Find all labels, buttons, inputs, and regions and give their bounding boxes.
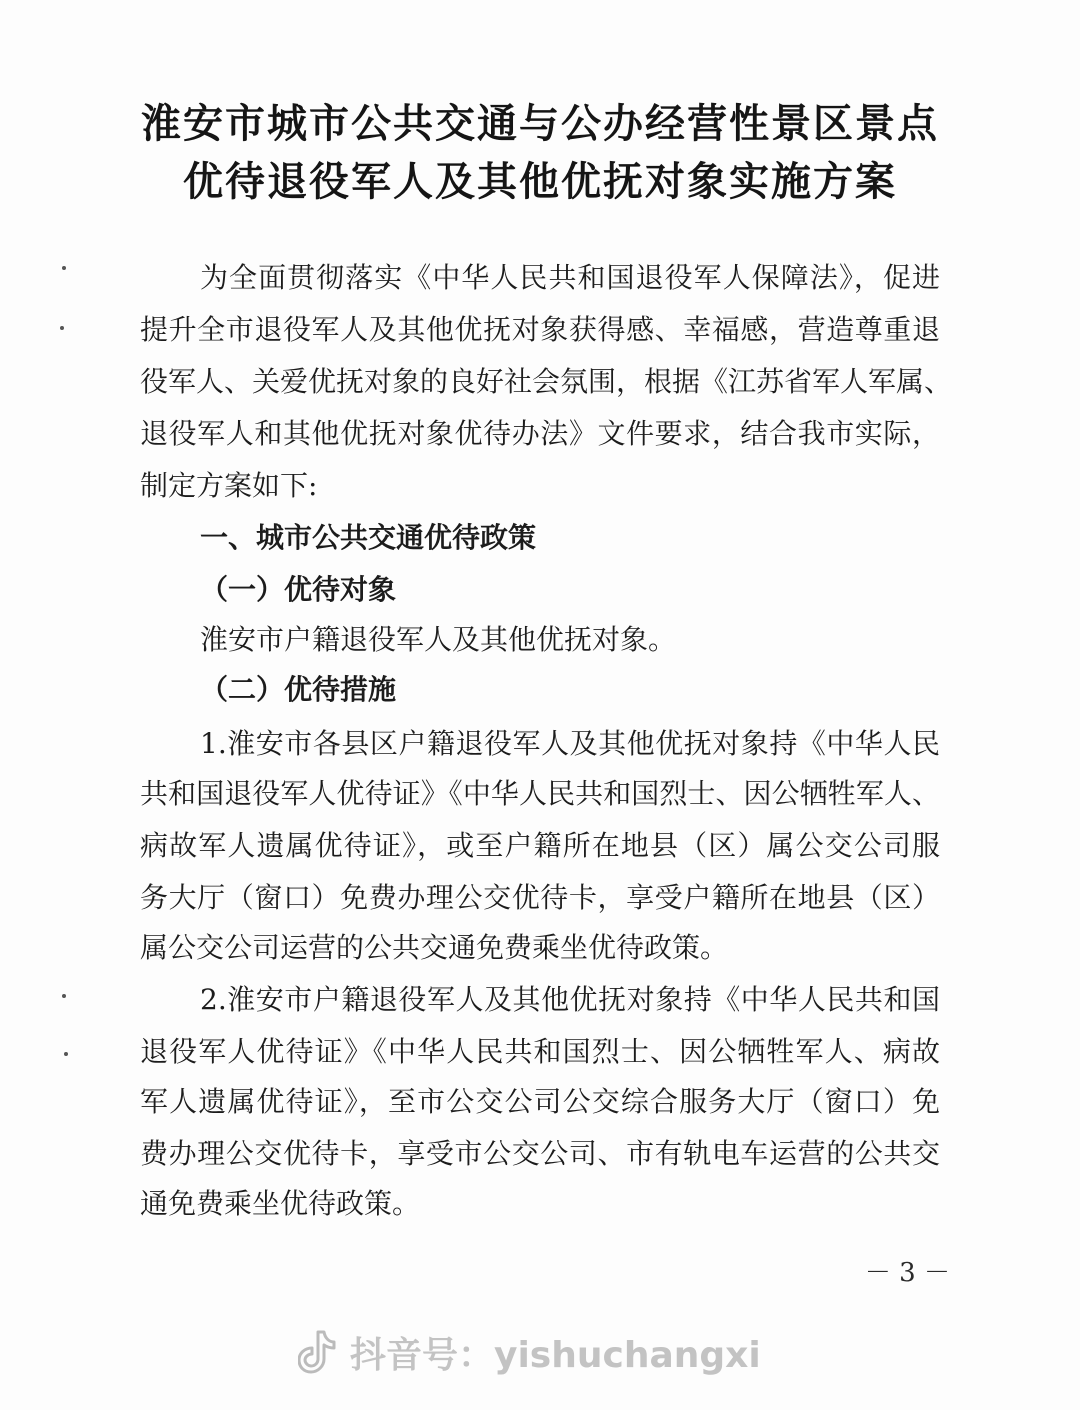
margin-mark	[62, 266, 66, 270]
item-1-line-1: 1.淮安市各县区户籍退役军人及其他优抚对象持《中华人民	[200, 727, 940, 760]
item-2-line-3: 军人遗属优待证》，至市公交公司公交综合服务大厅（窗口）免	[140, 1085, 940, 1118]
margin-mark	[62, 994, 66, 998]
watermark-text: 抖音号：yishuchangxi	[350, 1334, 761, 1376]
document-title-line-2: 优待退役军人及其他优抚对象实施方案	[183, 159, 897, 205]
margin-mark	[64, 1052, 68, 1056]
intro-line-1: 为全面贯彻落实《中华人民共和国退役军人保障法》，促进	[200, 261, 940, 294]
item-2-line-5: 通免费乘坐优待政策。	[140, 1187, 421, 1220]
item-1-line-3: 病故军人遗属优待证》，或至户籍所在地县（区）属公交公司服	[140, 829, 940, 862]
section-heading: 一、城市公共交通优待政策	[200, 521, 537, 554]
item-1-line-5: 属公交公司运营的公共交通免费乘坐优待政策。	[140, 931, 729, 964]
intro-line-5: 制定方案如下:	[140, 469, 318, 502]
page-number: － 3 －	[864, 1258, 950, 1288]
margin-mark	[60, 326, 64, 330]
subsection-heading-2: （二）优待措施	[200, 673, 397, 706]
item-2-line-4: 费办理公交优待卡，享受市公交公司、市有轨电车运营的公共交	[140, 1137, 940, 1170]
subsection-1-text: 淮安市户籍退役军人及其他优抚对象。	[200, 623, 677, 656]
watermark	[298, 1322, 761, 1382]
intro-line-4: 退役军人和其他优抚对象优待办法》文件要求，结合我市实际，	[140, 417, 940, 450]
subsection-heading-1: （一）优待对象	[200, 573, 397, 606]
document-title-line-1: 淮安市城市公共交通与公办经营性景区景点	[141, 101, 939, 147]
tiktok-note-icon	[298, 1330, 336, 1374]
intro-line-2: 提升全市退役军人及其他优抚对象获得感、幸福感，营造尊重退	[140, 313, 940, 346]
item-1-line-2: 共和国退役军人优待证》《中华人民共和国烈士、因公牺牲军人、	[140, 777, 940, 810]
intro-line-3: 役军人、关爱优抚对象的良好社会氛围，根据《江苏省军人军属、	[140, 365, 953, 398]
item-2-line-2: 退役军人优待证》《中华人民共和国烈士、因公牺牲军人、病故	[140, 1035, 940, 1068]
item-1-line-4: 务大厅（窗口）免费办理公交优待卡，享受户籍所在地县（区）	[140, 881, 940, 914]
item-2-line-1: 2.淮安市户籍退役军人及其他优抚对象持《中华人民共和国	[200, 983, 940, 1016]
